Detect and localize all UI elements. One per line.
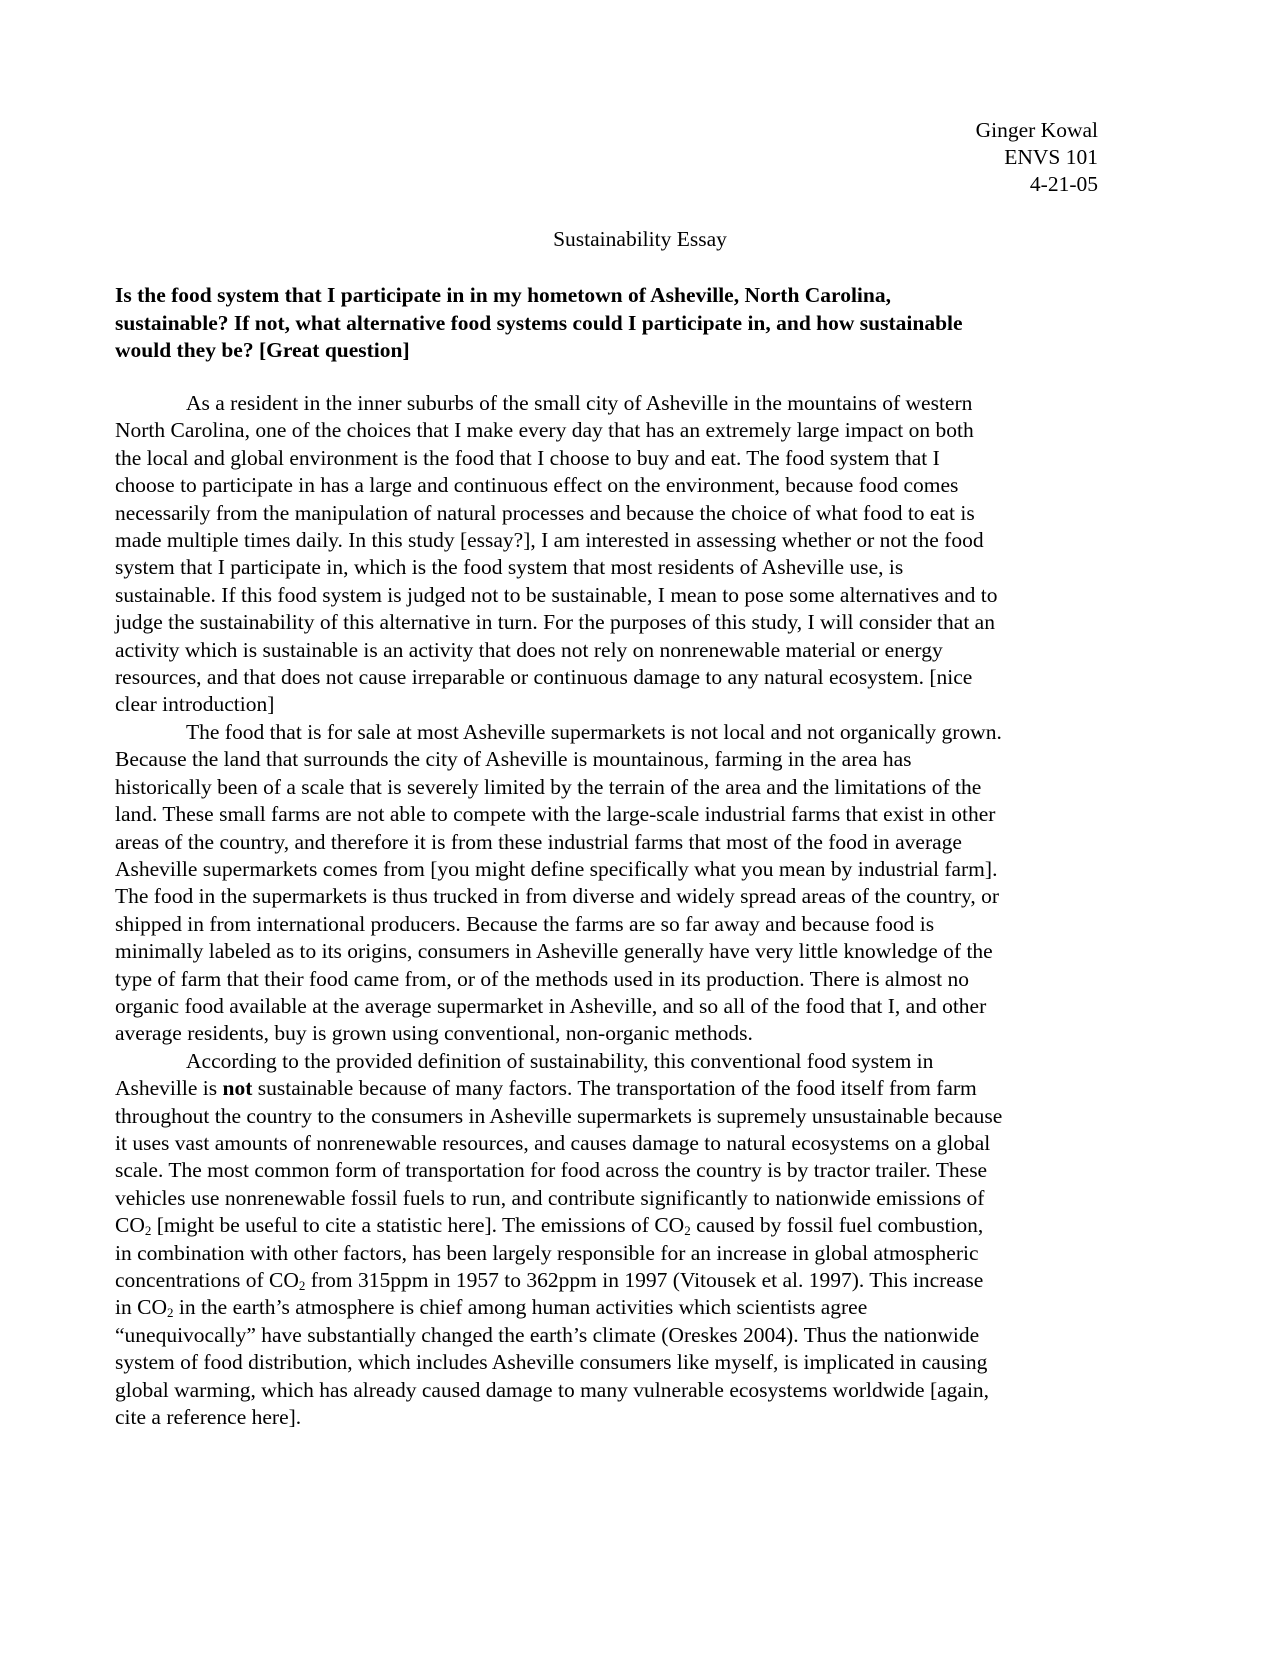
author-header [976,117,1098,198]
text-line: historically been of a scale that is severely limited by the terrain of the area and the limitations of the [115,774,982,799]
text-line: the local and global environment is the food that I choose to buy and eat. The food system that I [115,445,940,470]
text-line: global warming, which has already caused damage to many vulnerable ecosystems worldwide [again, [115,1377,990,1402]
text-line: judge the sustainability of this alternative in turn. For the purposes of this study, I will consider that an [115,610,995,635]
course-code: ENVS 101 [1004,145,1098,169]
paragraph-sustainability-analysis [115,1048,1002,1432]
text-line: cite a reference here]. [115,1405,302,1430]
text-line: As a resident in the inner suburbs of the small city of Asheville in the mountains of western [186,391,973,415]
text-line [115,1212,1002,1239]
subscript: 2 [144,1223,152,1239]
text-line: made multiple times daily. In this study [essay?], I am interested in assessing whether or not the food [115,528,984,553]
essay-question [115,282,963,365]
text-line: The food in the supermarkets is thus trucked in from diverse and widely spread areas of the country, or [115,884,1000,909]
text-line: activity which is sustainable is an activity that does not rely on nonrenewable material or energy [115,637,943,662]
text-line: shipped in from international producers. Because the farms are so far away and because food is [115,911,935,936]
subscript: 2 [298,1278,306,1293]
text-line: organic food available at the average supermarket in Asheville, and so all of the food that I, and other [115,993,987,1018]
text-line: land. These small farms are not able to compete with the large-scale industrial farms that exist in other [115,802,996,827]
text-line: system of food distribution, which includes Asheville consumers like myself, is implicated in causing [115,1350,988,1375]
text-run: Asheville is [115,1076,223,1101]
paragraph-supermarkets [115,719,1002,1048]
question-line: would they be? [Great question] [115,338,410,362]
essay-title: Sustainability Essay [553,227,727,251]
paragraph-introduction [115,390,1002,719]
text-line: “unequivocally” have substantially changed the earth’s climate (Oreskes 2004). Thus the nationwide [115,1322,980,1347]
text-line: type of farm that their food came from, or of the methods used in its production. There is almost no [115,966,970,991]
text-line: According to the provided definition of sustainability, this conventional food system in [186,1048,934,1073]
text-run: in CO [115,1295,167,1320]
text-line: scale. The most common form of transportation for food across the country is by tractor trailer. These [115,1158,988,1183]
text-line [115,1075,1002,1102]
text-run: in the earth’s atmosphere is chief among human activities which scientists agree [173,1295,868,1320]
text-line: The food that is for sale at most Asheville supermarkets is not local and not organically grown. [186,719,1002,744]
text-line: North Carolina, one of the choices that I make every day that has an extremely large impact on both [115,418,974,443]
text-run: concentrations of CO [115,1268,299,1292]
text-line: it uses vast amounts of nonrenewable resources, and causes damage to natural ecosystems on a global [115,1130,991,1155]
question-line: Is the food system that I participate in in my hometown of Asheville, North Carolina, [115,283,891,307]
subscript: 2 [166,1305,174,1321]
text-line: average residents, buy is grown using conventional, non-organic methods. [115,1021,753,1046]
text-line: Asheville supermarkets comes from [you might define specifically what you mean by industrial farm]. [115,856,998,881]
text-line: vehicles use nonrenewable fossil fuels to run, and contribute significantly to nationwide emissions of [115,1185,985,1210]
text-run: [might be useful to cite a statistic here]. The emissions of CO [151,1213,685,1238]
text-line: Because the land that surrounds the city of Asheville is mountainous, farming in the area has [115,747,912,772]
text-line: choose to participate in has a large and continuous effect on the environment, because food comes [115,473,959,498]
emphasis-not: not [222,1076,253,1101]
text-run: sustainable because of many factors. The transportation of the food itself from farm [252,1076,977,1101]
text-line: in combination with other factors, has been largely responsible for an increase in global atmospheric [115,1240,979,1265]
text-line: clear introduction] [115,692,275,717]
essay-body [115,390,1002,1431]
text-line: throughout the country to the consumers in Asheville supermarkets is supremely unsustainable because [115,1103,1003,1128]
text-line [115,1294,1002,1321]
text-line: system that I participate in, which is the food system that most residents of Asheville use, is [115,555,904,580]
essay-date: 4-21-05 [1029,172,1098,196]
text-line: necessarily from the manipulation of natural processes and because the choice of what food to eat is [115,500,975,525]
text-run: caused by fossil fuel combustion, [690,1213,984,1238]
question-line: sustainable? If not, what alternative food systems could I participate in, and how sustainable [115,310,963,335]
text-line: resources, and that does not cause irreparable or continuous damage to any natural ecosystem. [nice [115,665,973,690]
subscript: 2 [684,1223,691,1239]
text-line [115,1267,1002,1294]
text-line: sustainable. If this food system is judged not to be sustainable, I mean to pose some alternatives and to [115,582,998,607]
text-run: from 315ppm in 1957 to 362ppm in 1997 (Vitousek et al. 1997). This increase [305,1268,984,1292]
text-run: CO [115,1213,145,1238]
text-line: minimally labeled as to its origins, consumers in Asheville generally have very little knowledge of the [115,939,993,964]
author-name: Ginger Kowal [975,118,1098,142]
text-line: areas of the country, and therefore it is from these industrial farms that most of the food in average [115,829,962,854]
